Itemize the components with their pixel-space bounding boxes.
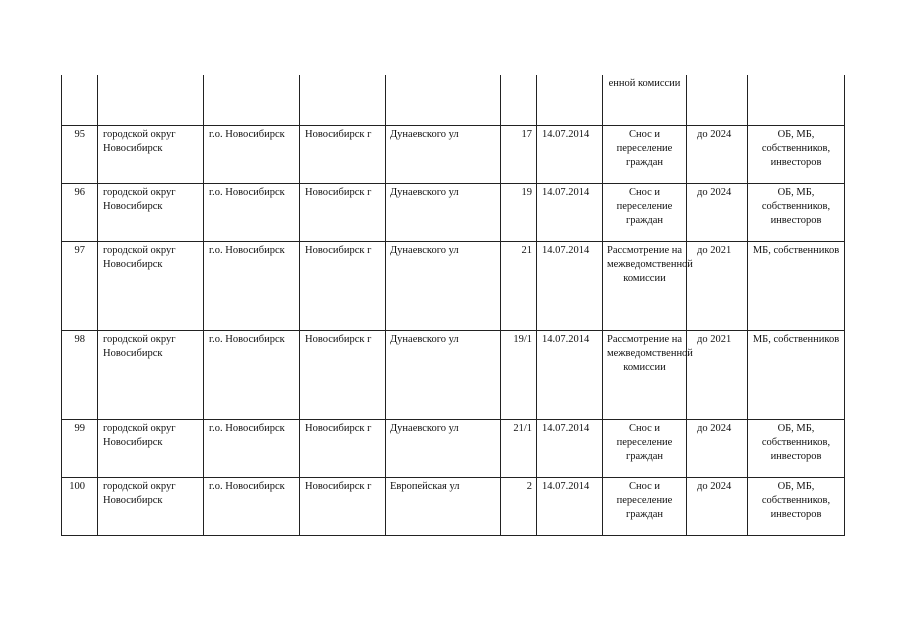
cell-date: 14.07.2014	[537, 242, 603, 331]
table-row	[62, 420, 845, 478]
cell-number: 95	[62, 126, 98, 184]
table-row	[62, 126, 845, 184]
cell-settlement: г.о. Новосибирск	[204, 242, 300, 331]
cell-date	[537, 75, 603, 126]
cell-city: Новосибирск г	[300, 242, 386, 331]
cell-settlement: г.о. Новосибирск	[204, 478, 300, 536]
cell-number: 98	[62, 331, 98, 420]
cell-settlement: г.о. Новосибирск	[204, 331, 300, 420]
cell-status: Снос и переселение граждан	[603, 184, 687, 242]
cell-street	[386, 75, 501, 126]
cell-house: 19	[501, 184, 537, 242]
cell-house: 19/1	[501, 331, 537, 420]
cell-status: Снос и переселение граждан	[603, 126, 687, 184]
cell-funding: МБ, собственников	[748, 242, 845, 331]
cell-street: Европейская ул	[386, 478, 501, 536]
cell-settlement: г.о. Новосибирск	[204, 420, 300, 478]
cell-status: Рассмотрение на межведомственной комиссии	[603, 242, 687, 331]
cell-city	[300, 75, 386, 126]
cell-funding: МБ, собственников	[748, 331, 845, 420]
cell-funding	[748, 75, 845, 126]
cell-city: Новосибирск г	[300, 126, 386, 184]
cell-settlement: г.о. Новосибирск	[204, 126, 300, 184]
cell-street: Дунаевского ул	[386, 242, 501, 331]
cell-city: Новосибирск г	[300, 331, 386, 420]
cell-settlement: г.о. Новосибирск	[204, 184, 300, 242]
cell-funding: ОБ, МБ, собственников, инвесторов	[748, 478, 845, 536]
cell-number: 99	[62, 420, 98, 478]
cell-date: 14.07.2014	[537, 126, 603, 184]
cell-district	[98, 75, 204, 126]
cell-status: Снос и переселение граждан	[603, 478, 687, 536]
cell-funding: ОБ, МБ, собственников, инвесторов	[748, 126, 845, 184]
cell-district: городской округ Новосибирск	[98, 420, 204, 478]
table-row	[62, 184, 845, 242]
cell-number	[62, 75, 98, 126]
cell-street: Дунаевского ул	[386, 126, 501, 184]
cell-status: Снос и переселение граждан	[603, 420, 687, 478]
table-row	[62, 242, 845, 331]
cell-settlement	[204, 75, 300, 126]
cell-deadline: до 2021	[687, 331, 748, 420]
cell-deadline	[687, 75, 748, 126]
cell-house: 2	[501, 478, 537, 536]
cell-date: 14.07.2014	[537, 478, 603, 536]
cell-district: городской округ Новосибирск	[98, 184, 204, 242]
cell-funding: ОБ, МБ, собственников, инвесторов	[748, 184, 845, 242]
cell-city: Новосибирск г	[300, 184, 386, 242]
cell-house	[501, 75, 537, 126]
cell-district: городской округ Новосибирск	[98, 242, 204, 331]
table-row-continuation	[62, 75, 845, 126]
cell-deadline: до 2024	[687, 478, 748, 536]
cell-date: 14.07.2014	[537, 184, 603, 242]
cell-house: 21	[501, 242, 537, 331]
cell-city: Новосибирск г	[300, 478, 386, 536]
housing-register-table	[61, 75, 845, 536]
cell-street: Дунаевского ул	[386, 331, 501, 420]
table-row	[62, 478, 845, 536]
cell-street: Дунаевского ул	[386, 184, 501, 242]
cell-district: городской округ Новосибирск	[98, 126, 204, 184]
cell-house: 17	[501, 126, 537, 184]
cell-date: 14.07.2014	[537, 420, 603, 478]
cell-date: 14.07.2014	[537, 331, 603, 420]
cell-district: городской округ Новосибирск	[98, 478, 204, 536]
cell-status	[603, 75, 687, 126]
cell-number: 96	[62, 184, 98, 242]
cell-street: Дунаевского ул	[386, 420, 501, 478]
cell-funding: ОБ, МБ, собственников, инвесторов	[748, 420, 845, 478]
status-text: енной комиссии	[608, 78, 681, 89]
cell-district: городской округ Новосибирск	[98, 331, 204, 420]
cell-number: 100	[62, 478, 98, 536]
cell-deadline: до 2021	[687, 242, 748, 331]
table-row	[62, 331, 845, 420]
cell-house: 21/1	[501, 420, 537, 478]
cell-deadline: до 2024	[687, 184, 748, 242]
cell-number: 97	[62, 242, 98, 331]
cell-city: Новосибирск г	[300, 420, 386, 478]
cell-deadline: до 2024	[687, 126, 748, 184]
cell-status: Рассмотрение на межведомственной комиссии	[603, 331, 687, 420]
cell-deadline: до 2024	[687, 420, 748, 478]
